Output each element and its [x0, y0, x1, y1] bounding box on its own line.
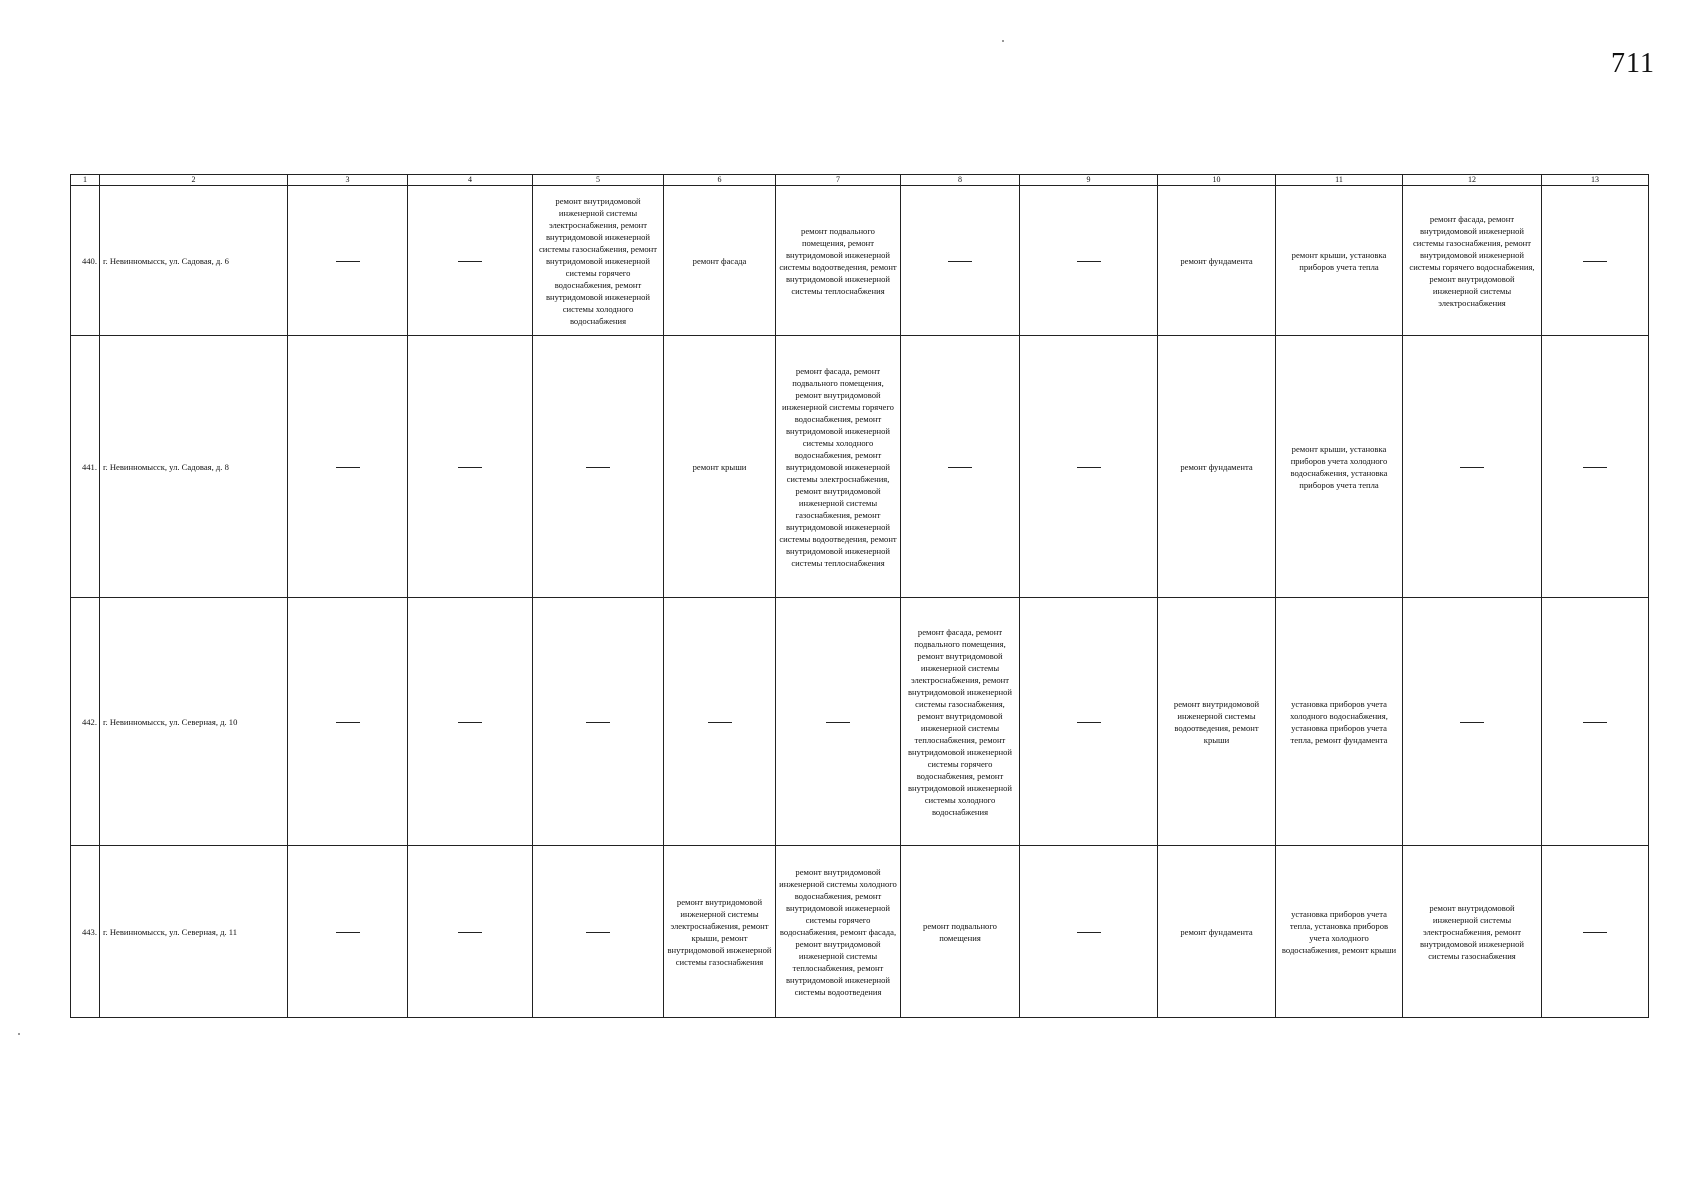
work-description: ремонт внутридомовой инженерной системы электроснабжения, ремонт крыши, ремонт внутридомовой инженерной системы газоснабжения — [667, 896, 772, 967]
empty-dash-mark — [708, 722, 732, 723]
work-cell-col-9 — [1020, 336, 1158, 598]
work-cell-col-6 — [664, 598, 776, 846]
work-cell-col-5 — [533, 336, 664, 598]
column-number-7: 7 — [776, 175, 901, 186]
work-cell-col-11 — [1276, 186, 1403, 336]
empty-dash-mark — [1460, 467, 1484, 468]
empty-dash-mark — [336, 722, 360, 723]
work-cell-col-6 — [664, 186, 776, 336]
row-number: 442. — [71, 598, 100, 846]
work-cell-col-10 — [1158, 336, 1276, 598]
empty-dash-mark — [458, 467, 482, 468]
work-cell-col-10 — [1158, 846, 1276, 1018]
column-number-2: 2 — [100, 175, 288, 186]
table-body — [71, 186, 1649, 1018]
work-cell-col-9 — [1020, 598, 1158, 846]
work-description: ремонт внутридомовой инженерной системы электроснабжения, ремонт внутридомовой инженерной системы газоснабжения — [1419, 902, 1525, 961]
column-number-4: 4 — [408, 175, 533, 186]
work-cell-col-13 — [1542, 186, 1649, 336]
address-cell: г. Невинномысск, ул. Садовая, д. 6 — [100, 186, 288, 336]
column-number-1: 1 — [71, 175, 100, 186]
column-number-5: 5 — [533, 175, 664, 186]
work-cell-col-12 — [1403, 336, 1542, 598]
work-description: ремонт внутридомовой инженерной системы водоотведения, ремонт крыши — [1173, 698, 1260, 745]
empty-dash-mark — [586, 932, 610, 933]
work-description: ремонт фундамента — [1180, 461, 1253, 472]
work-description: установка приборов учета тепла, установка приборов учета холодного водоснабжения, ремонт крыши — [1281, 908, 1397, 955]
page-number: 711 — [1611, 48, 1655, 79]
address-cell: г. Невинномысск, ул. Садовая, д. 8 — [100, 336, 288, 598]
work-cell-col-5 — [533, 598, 664, 846]
work-cell-col-4 — [408, 598, 533, 846]
work-cell-col-6 — [664, 846, 776, 1018]
empty-dash-mark — [1077, 722, 1101, 723]
work-cell-col-13 — [1542, 336, 1649, 598]
empty-dash-mark — [1583, 932, 1607, 933]
column-number-3: 3 — [288, 175, 408, 186]
work-cell-col-9 — [1020, 846, 1158, 1018]
table-row — [71, 846, 1649, 1018]
work-cell-col-8 — [901, 598, 1020, 846]
column-number-12: 12 — [1403, 175, 1542, 186]
table-row — [71, 336, 1649, 598]
column-number-9: 9 — [1020, 175, 1158, 186]
column-number-11: 11 — [1276, 175, 1403, 186]
row-number: 443. — [71, 846, 100, 1018]
table-row — [71, 598, 1649, 846]
work-description: ремонт крыши, установка приборов учета холодного водоснабжения, установка приборов учета тепла — [1290, 443, 1388, 490]
scan-speck — [18, 1033, 20, 1035]
work-cell-col-7 — [776, 186, 901, 336]
work-cell-col-4 — [408, 336, 533, 598]
work-cell-col-3 — [288, 336, 408, 598]
address-cell: г. Невинномысск, ул. Северная, д. 11 — [100, 846, 288, 1018]
address-cell: г. Невинномысск, ул. Северная, д. 10 — [100, 598, 288, 846]
work-cell-col-8 — [901, 846, 1020, 1018]
empty-dash-mark — [1077, 932, 1101, 933]
work-cell-col-3 — [288, 846, 408, 1018]
empty-dash-mark — [1077, 467, 1101, 468]
work-cell-col-5 — [533, 186, 664, 336]
empty-dash-mark — [1077, 261, 1101, 262]
work-cell-col-4 — [408, 846, 533, 1018]
scan-speck — [1002, 40, 1004, 42]
column-number-13: 13 — [1542, 175, 1649, 186]
work-cell-col-7 — [776, 598, 901, 846]
work-description: ремонт подвального помещения — [923, 920, 997, 943]
column-number-6: 6 — [664, 175, 776, 186]
work-cell-col-6 — [664, 336, 776, 598]
work-cell-col-8 — [901, 336, 1020, 598]
empty-dash-mark — [1583, 467, 1607, 468]
table-row — [71, 186, 1649, 336]
work-cell-col-11 — [1276, 598, 1403, 846]
empty-dash-mark — [458, 932, 482, 933]
work-cell-col-11 — [1276, 846, 1403, 1018]
empty-dash-mark — [458, 722, 482, 723]
work-cell-col-10 — [1158, 186, 1276, 336]
empty-dash-mark — [1583, 261, 1607, 262]
work-description: ремонт фундамента — [1180, 255, 1253, 266]
work-cell-col-9 — [1020, 186, 1158, 336]
work-cell-col-3 — [288, 598, 408, 846]
work-description: ремонт фундамента — [1180, 926, 1253, 937]
empty-dash-mark — [458, 261, 482, 262]
work-description: ремонт внутридомовой инженерной системы электроснабжения, ремонт внутридомовой инженерной системы газоснабжения, ремонт внутридомовой инженерной системы горячего водоснабжения, ремонт внутридомовой инженерной системы холодного водоснабжения — [538, 195, 658, 326]
column-number-8: 8 — [901, 175, 1020, 186]
empty-dash-mark — [336, 467, 360, 468]
work-cell-col-12 — [1403, 846, 1542, 1018]
work-cell-col-12 — [1403, 186, 1542, 336]
work-cell-col-11 — [1276, 336, 1403, 598]
empty-dash-mark — [1460, 722, 1484, 723]
empty-dash-mark — [336, 932, 360, 933]
row-number: 441. — [71, 336, 100, 598]
work-cell-col-5 — [533, 846, 664, 1018]
work-description: ремонт крыши, установка приборов учета тепла — [1291, 249, 1387, 272]
work-cell-col-7 — [776, 336, 901, 598]
work-description: ремонт внутридомовой инженерной системы холодного водоснабжения, ремонт внутридомовой инженерной системы горячего водоснабжения, ремонт фасада, ремонт внутридомовой инженерной системы теплоснабжения, ремонт внутридомовой инженерной системы водоотведения — [779, 866, 897, 997]
empty-dash-mark — [1583, 722, 1607, 723]
work-cell-col-3 — [288, 186, 408, 336]
work-description: ремонт фасада, ремонт подвального помещения, ремонт внутридомовой инженерной системы горячего водоснабжения, ремонт внутридомовой инженерной системы холодного водоснабжения, ремонт внутридомовой инженерной системы электроснабжения, ремонт внутридомовой инженерной системы газоснабжения, ремонт внутридомовой инженерной системы водоотведения, ремонт внутридомовой инженерной системы теплоснабжения — [779, 365, 897, 568]
work-cell-col-8 — [901, 186, 1020, 336]
work-cell-col-13 — [1542, 846, 1649, 1018]
repair-schedule-table — [70, 174, 1649, 1018]
column-number-10: 10 — [1158, 175, 1276, 186]
work-cell-col-7 — [776, 846, 901, 1018]
empty-dash-mark — [948, 261, 972, 262]
column-number-row — [71, 175, 1649, 186]
work-description: ремонт фасада, ремонт внутридомовой инженерной системы газоснабжения, ремонт внутридомовой инженерной системы горячего водоснабжения, ремонт внутридомовой инженерной системы электроснабжения — [1409, 213, 1535, 308]
work-description: установка приборов учета холодного водоснабжения, установка приборов учета тепла, ремонт фундамента — [1290, 698, 1388, 745]
table-header — [71, 175, 1649, 186]
row-number: 440. — [71, 186, 100, 336]
work-description: ремонт фасада, ремонт подвального помещения, ремонт внутридомовой инженерной системы электроснабжения, ремонт внутридомовой инженерной системы газоснабжения, ремонт внутридомовой инженерной системы теплоснабжения, ремонт внутридомовой инженерной системы горячего водоснабжения, ремонт внутридомовой инженерной системы холодного водоснабжения — [907, 626, 1013, 817]
work-description: ремонт фасада — [692, 255, 747, 266]
work-cell-col-4 — [408, 186, 533, 336]
work-cell-col-10 — [1158, 598, 1276, 846]
empty-dash-mark — [948, 467, 972, 468]
work-description: ремонт подвального помещения, ремонт внутридомовой инженерной системы водоотведения, ремонт внутридомовой инженерной системы теплоснабжения — [779, 225, 897, 296]
empty-dash-mark — [586, 467, 610, 468]
empty-dash-mark — [826, 722, 850, 723]
empty-dash-mark — [336, 261, 360, 262]
work-cell-col-13 — [1542, 598, 1649, 846]
empty-dash-mark — [586, 722, 610, 723]
work-cell-col-12 — [1403, 598, 1542, 846]
work-description: ремонт крыши — [692, 461, 747, 472]
